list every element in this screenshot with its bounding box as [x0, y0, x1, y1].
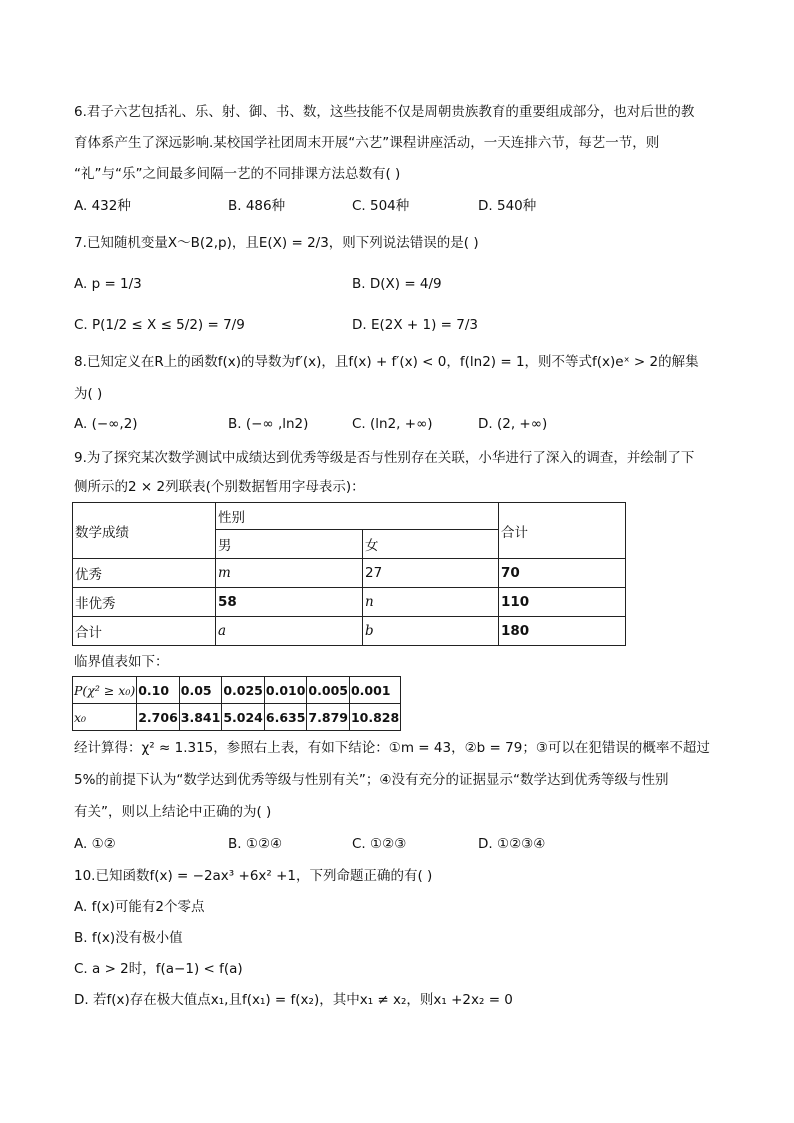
cell-male: m: [216, 559, 363, 588]
q9-conclusion-line-2: 5%的前提下认为“数学达到优秀等级与性别有关”；④没有充分的证据显示“数学达到优秀等级与性别: [74, 772, 669, 788]
q8-stem-line-2: 为( ): [74, 386, 103, 402]
cv-cell: 0.025: [222, 677, 265, 704]
q8-stem-line-1: 8.已知定义在R上的函数f(x)的导数为f′(x)，且f(x) + f′(x) < 0，f(ln2) = 1，则不等式f(x)eˣ > 2的解集: [74, 354, 699, 370]
q6-stem-line-1: 6.君子六艺包括礼、乐、射、御、书、数，这些技能不仅是周朝贵族教育的重要组成部分，也对后世的教: [74, 104, 695, 120]
q10-option-b: B. f(x)没有极小值: [74, 930, 183, 946]
cv-cell: 0.010: [264, 677, 307, 704]
q10-stem: 10.已知函数f(x) = −2ax³ +6x² +1，下列命题正确的有( ): [74, 868, 433, 884]
q9-stem-line-2: 侧所示的2 × 2列联表(个别数据暂用字母表示)：: [74, 479, 365, 495]
critical-value-table: [72, 676, 401, 731]
table-row: [73, 559, 626, 588]
q7-option-c: C. P(1/2 ≤ X ≤ 5/2) = 7/9: [74, 317, 245, 333]
cell-male: a: [216, 617, 363, 646]
cell-total: 110: [499, 588, 626, 617]
critical-value-title: 临界值表如下：: [74, 654, 169, 670]
row-label: 优秀: [73, 559, 216, 588]
q9-stem-line-1: 9.为了探究某次数学测试中成绩达到优秀等级是否与性别存在关联，小华进行了深入的调查，并绘制了下: [74, 450, 695, 466]
q6-option-a: A. 432种: [74, 198, 131, 214]
q10-option-a: A. f(x)可能有2个零点: [74, 899, 205, 915]
q9-option-b: B. ①②④: [228, 836, 283, 852]
q6-option-b: B. 486种: [228, 198, 286, 214]
header-male: 男: [216, 530, 363, 559]
q10-option-c: C. a > 2时，f(a−1) < f(a): [74, 961, 243, 977]
cv-cell: 0.005: [307, 677, 350, 704]
q10-option-d: D. 若f(x)存在极大值点x₁,且f(x₁) = f(x₂)，其中x₁ ≠ x₂，则x₁ +2x₂ = 0: [74, 992, 513, 1008]
table-row: [73, 704, 401, 731]
q6-stem-line-3: “礼”与“乐”之间最多间隔一艺的不同排课方法总数有( ): [74, 166, 401, 182]
q8-option-a: A. (−∞,2): [74, 416, 138, 432]
q8-option-c: C. (ln2, +∞): [352, 416, 433, 432]
q6-stem-line-2: 育体系产生了深远影响.某校国学社团周末开展“六艺”课程讲座活动，一天连排六节，每艺一节，则: [74, 135, 660, 151]
cv-row2-label: x₀: [73, 704, 137, 731]
cell-female: b: [363, 617, 499, 646]
cv-cell: 2.706: [137, 704, 180, 731]
header-math-score: 数学成绩: [73, 503, 216, 559]
header-gender: 性别: [216, 503, 499, 530]
q7-option-b: B. D(X) = 4/9: [352, 276, 442, 292]
q6-option-c: C. 504种: [352, 198, 410, 214]
cv-cell: 3.841: [179, 704, 222, 731]
cv-cell: 0.05: [179, 677, 222, 704]
cell-female: n: [363, 588, 499, 617]
cv-cell: 10.828: [349, 704, 400, 731]
cell-total: 70: [499, 559, 626, 588]
q9-option-d: D. ①②③④: [478, 836, 546, 852]
q7-stem: 7.已知随机变量X～B(2,p)，且E(X) = 2/3，则下列说法错误的是( ): [74, 235, 479, 251]
q7-option-d: D. E(2X + 1) = 7/3: [352, 317, 478, 333]
row-label: 合计: [73, 617, 216, 646]
q9-option-c: C. ①②③: [352, 836, 407, 852]
header-total: 合计: [499, 503, 626, 559]
row-label: 非优秀: [73, 588, 216, 617]
cell-male: 58: [216, 588, 363, 617]
table-row: [73, 588, 626, 617]
q9-option-a: A. ①②: [74, 836, 116, 852]
q7-option-a: A. p = 1/3: [74, 276, 142, 292]
cv-cell: 0.001: [349, 677, 400, 704]
table-row: [73, 617, 626, 646]
cv-cell: 0.10: [137, 677, 180, 704]
cv-cell: 6.635: [264, 704, 307, 731]
q8-option-d: D. (2, +∞): [478, 416, 548, 432]
q8-option-b: B. (−∞ ,ln2): [228, 416, 309, 432]
cv-cell: 5.024: [222, 704, 265, 731]
q6-option-d: D. 540种: [478, 198, 537, 214]
header-female: 女: [363, 530, 499, 559]
q9-conclusion-line-1: 经计算得：χ² ≈ 1.315，参照右上表，有如下结论：①m = 43，②b = 79；③可以在犯错误的概率不超过: [74, 740, 710, 756]
contingency-table: [72, 502, 626, 646]
cell-total: 180: [499, 617, 626, 646]
cell-female: 27: [363, 559, 499, 588]
cv-row1-label: P(χ² ≥ x₀): [73, 677, 137, 704]
table-row: [73, 677, 401, 704]
q9-conclusion-line-3: 有关”，则以上结论中正确的为( ): [74, 804, 272, 820]
cv-cell: 7.879: [307, 704, 350, 731]
